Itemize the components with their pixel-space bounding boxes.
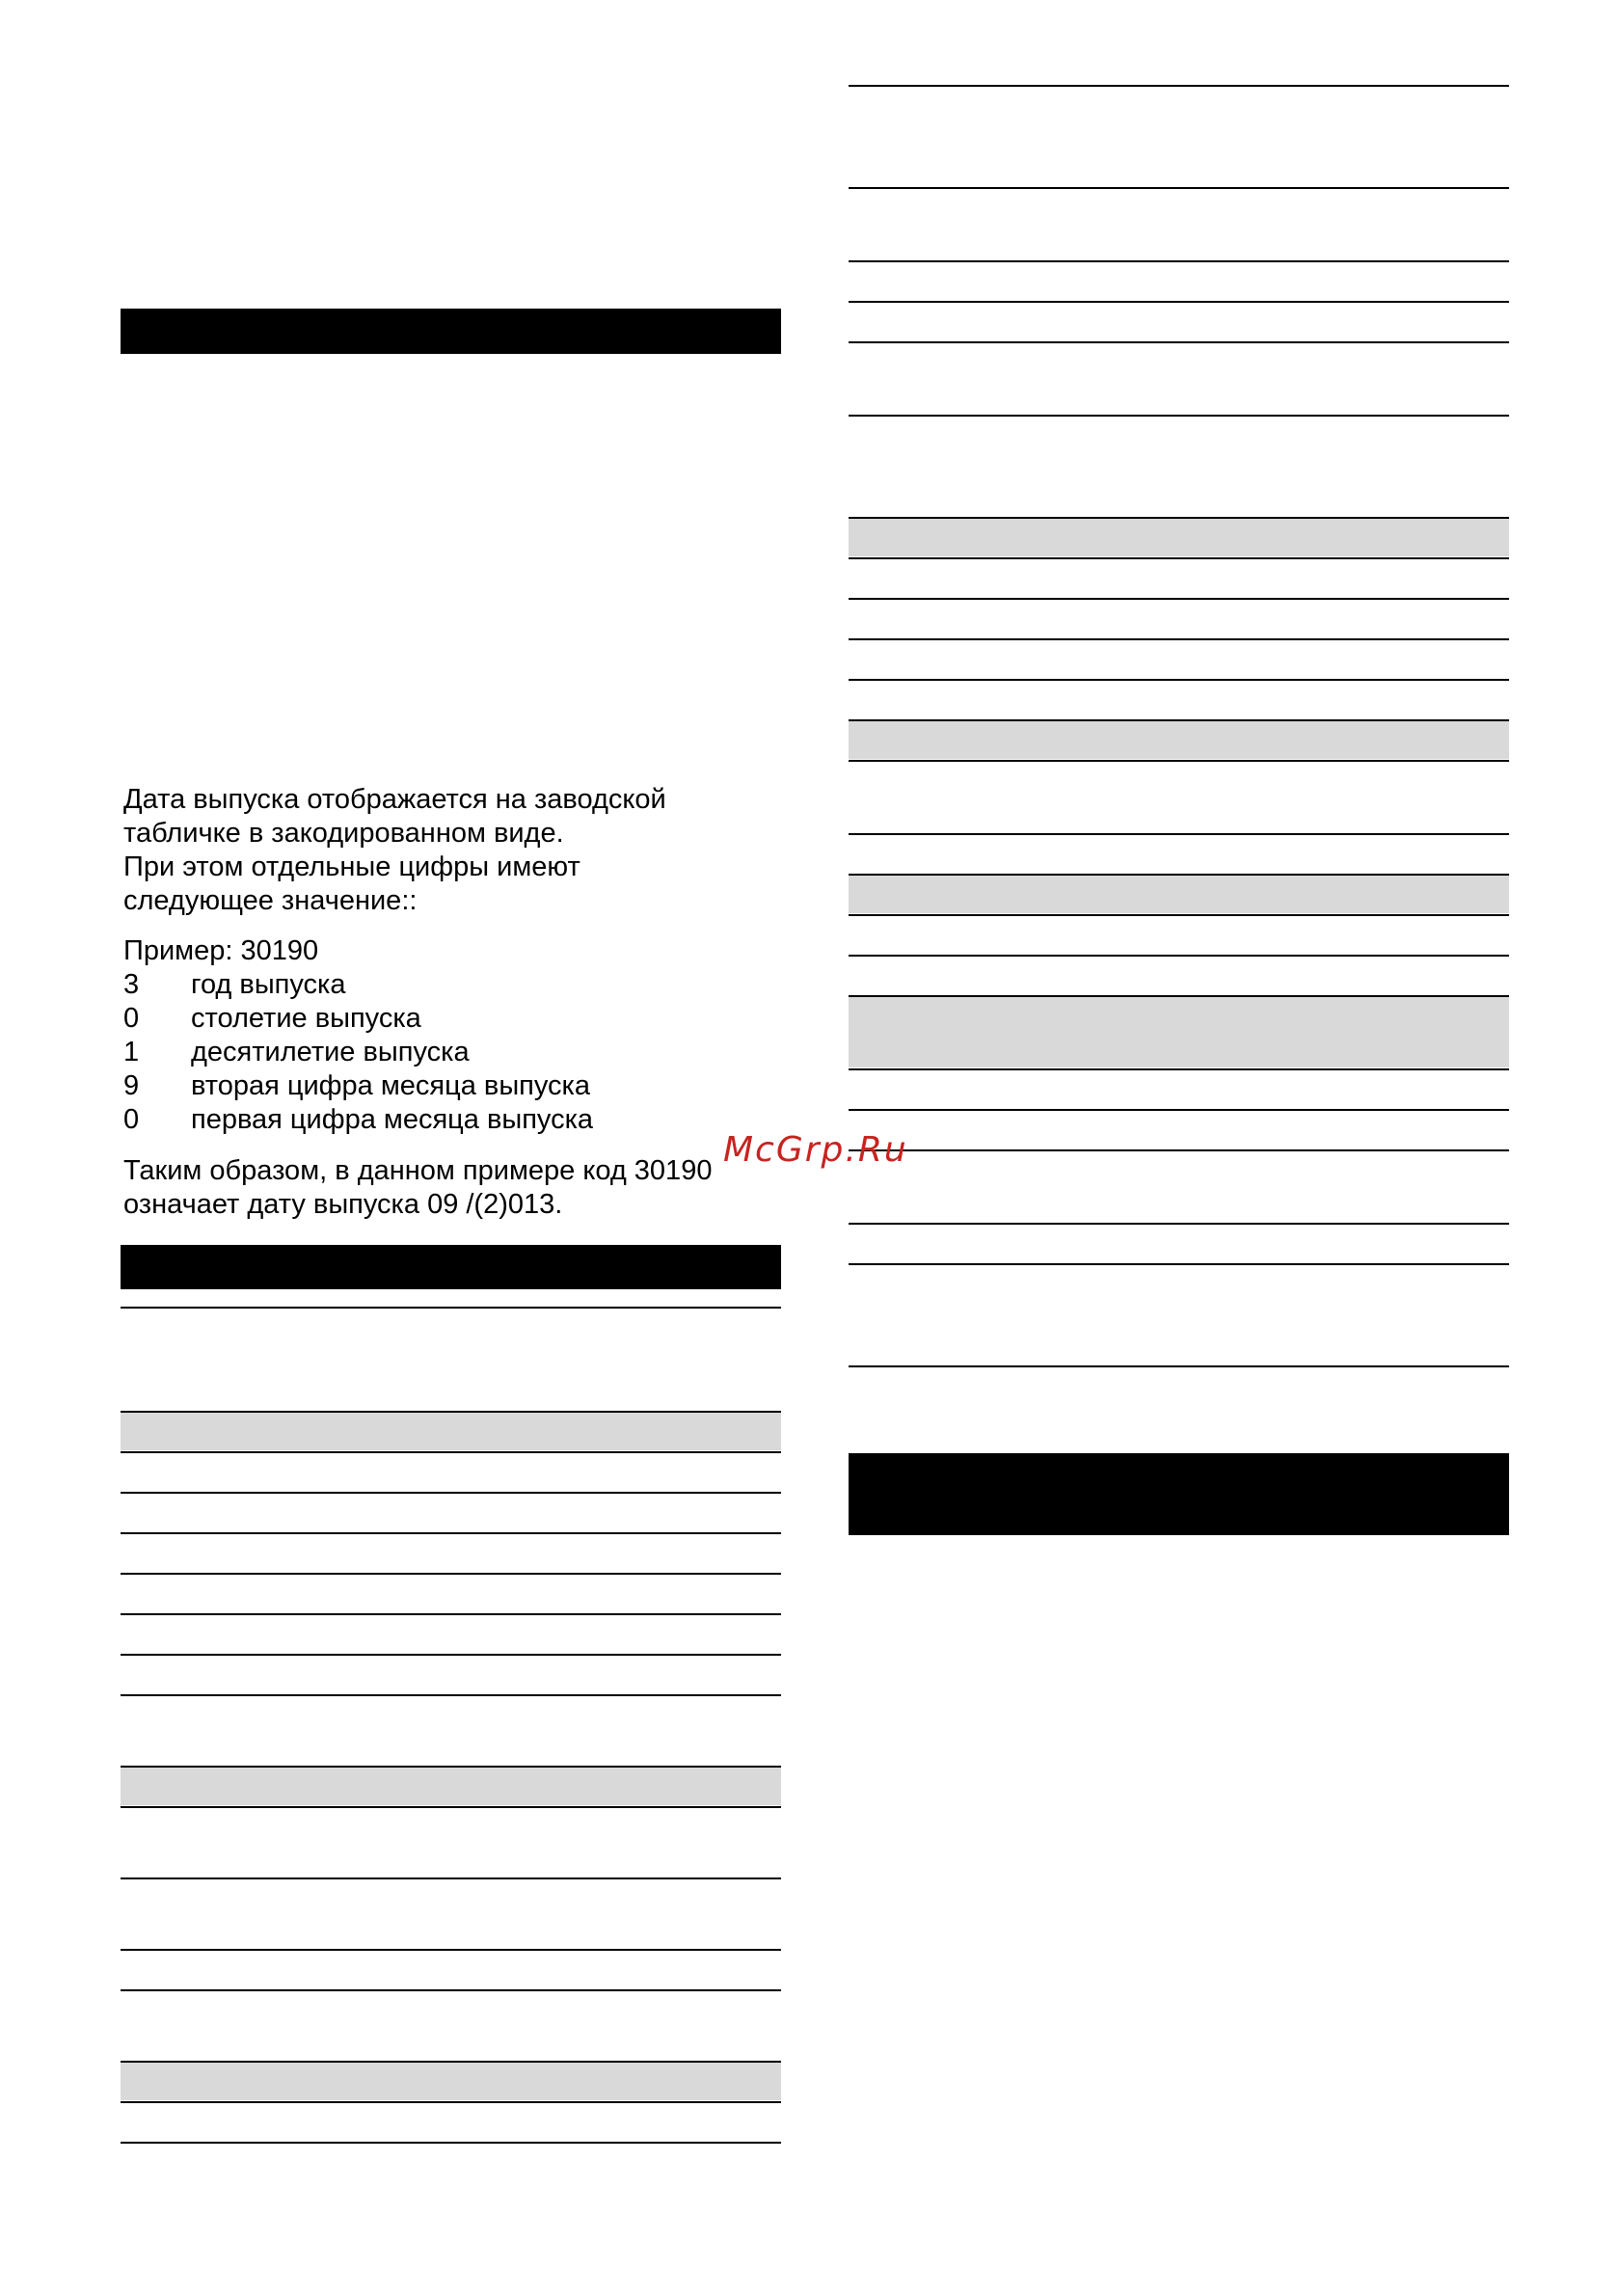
table-group-header bbox=[849, 720, 1509, 759]
digit-meaning: год выпуска bbox=[191, 969, 346, 1000]
digit-value: 3 bbox=[123, 969, 140, 1000]
table-rule bbox=[849, 995, 1509, 997]
section-header-bar-technical-data bbox=[121, 1245, 781, 1289]
table-rule bbox=[849, 1068, 1509, 1070]
digit-value: 0 bbox=[123, 1003, 140, 1034]
production-date-section bbox=[123, 783, 779, 1227]
table-rule bbox=[849, 1149, 1509, 1151]
table-rule bbox=[121, 1766, 781, 1768]
table-group-header bbox=[849, 996, 1509, 1067]
intro-line: Дата выпуска отображается на заводской bbox=[123, 784, 666, 815]
table-rule bbox=[849, 557, 1509, 559]
table-group-header bbox=[121, 1412, 781, 1450]
table-rule bbox=[849, 760, 1509, 762]
intro-line: табличке в закодированном виде. bbox=[123, 818, 564, 849]
example-label: Пример: 30190 bbox=[123, 935, 319, 966]
digit-meaning: первая цифра месяца выпуска bbox=[191, 1104, 594, 1135]
table-rule bbox=[121, 1806, 781, 1808]
watermark-text: McGrp.Ru bbox=[723, 1130, 908, 1170]
table-rule bbox=[849, 719, 1509, 721]
table-rule bbox=[849, 260, 1509, 262]
digit-row bbox=[123, 1002, 779, 1036]
table-rule bbox=[121, 1307, 781, 1309]
table-rule bbox=[849, 1263, 1509, 1265]
table-rule bbox=[121, 1694, 781, 1696]
technical-data-table-right bbox=[849, 77, 1509, 1369]
table-rule bbox=[121, 1532, 781, 1534]
digit-row bbox=[123, 1036, 779, 1069]
table-rule bbox=[849, 187, 1509, 189]
table-group-header bbox=[849, 518, 1509, 556]
table-rule bbox=[849, 341, 1509, 343]
table-rule bbox=[849, 874, 1509, 876]
table-rule bbox=[121, 1613, 781, 1615]
digit-meaning: столетие выпуска bbox=[191, 1003, 421, 1034]
table-rule bbox=[849, 638, 1509, 640]
digit-value: 0 bbox=[123, 1104, 140, 1135]
digit-meaning: вторая цифра месяца выпуска bbox=[191, 1070, 591, 1101]
table-rule bbox=[849, 598, 1509, 600]
digit-value: 1 bbox=[123, 1037, 140, 1067]
table-rule bbox=[849, 679, 1509, 681]
table-rule bbox=[121, 2061, 781, 2063]
table-rule bbox=[849, 914, 1509, 916]
table-rule bbox=[849, 1109, 1509, 1111]
table-rule bbox=[849, 1365, 1509, 1367]
table-rule bbox=[121, 1492, 781, 1494]
digit-value: 9 bbox=[123, 1070, 140, 1101]
table-group-header bbox=[849, 875, 1509, 913]
intro-line: следующее значение:: bbox=[123, 885, 418, 916]
table-group-header bbox=[121, 2062, 781, 2100]
digit-row bbox=[123, 1069, 779, 1103]
table-rule bbox=[849, 415, 1509, 417]
table-rule bbox=[849, 955, 1509, 957]
digit-row bbox=[123, 968, 779, 1002]
table-rule bbox=[121, 1989, 781, 1991]
table-rule bbox=[849, 833, 1509, 835]
table-rule bbox=[849, 1223, 1509, 1225]
table-rule bbox=[121, 1949, 781, 1951]
table-rule bbox=[849, 85, 1509, 87]
table-rule bbox=[121, 1654, 781, 1656]
section-header-bar-bottom-right bbox=[849, 1453, 1509, 1535]
table-rule bbox=[121, 2101, 781, 2103]
digit-meaning: десятилетие выпуска bbox=[191, 1037, 470, 1067]
conclusion-line: Таким образом, в данном примере код 30190 bbox=[123, 1155, 713, 1186]
table-rule bbox=[849, 301, 1509, 303]
digit-row bbox=[123, 1103, 779, 1137]
table-rule bbox=[121, 1411, 781, 1413]
intro-line: При этом отдельные цифры имеют bbox=[123, 851, 580, 882]
table-rule bbox=[121, 1877, 781, 1879]
table-group-header bbox=[121, 1767, 781, 1805]
conclusion-line: означает дату выпуска 09 /(2)013. bbox=[123, 1189, 563, 1220]
table-rule bbox=[121, 1451, 781, 1453]
table-rule bbox=[849, 517, 1509, 519]
section-header-bar-top-left bbox=[121, 309, 781, 354]
table-rule bbox=[121, 1573, 781, 1575]
table-rule bbox=[121, 2142, 781, 2144]
technical-data-table-left bbox=[121, 1302, 781, 2150]
